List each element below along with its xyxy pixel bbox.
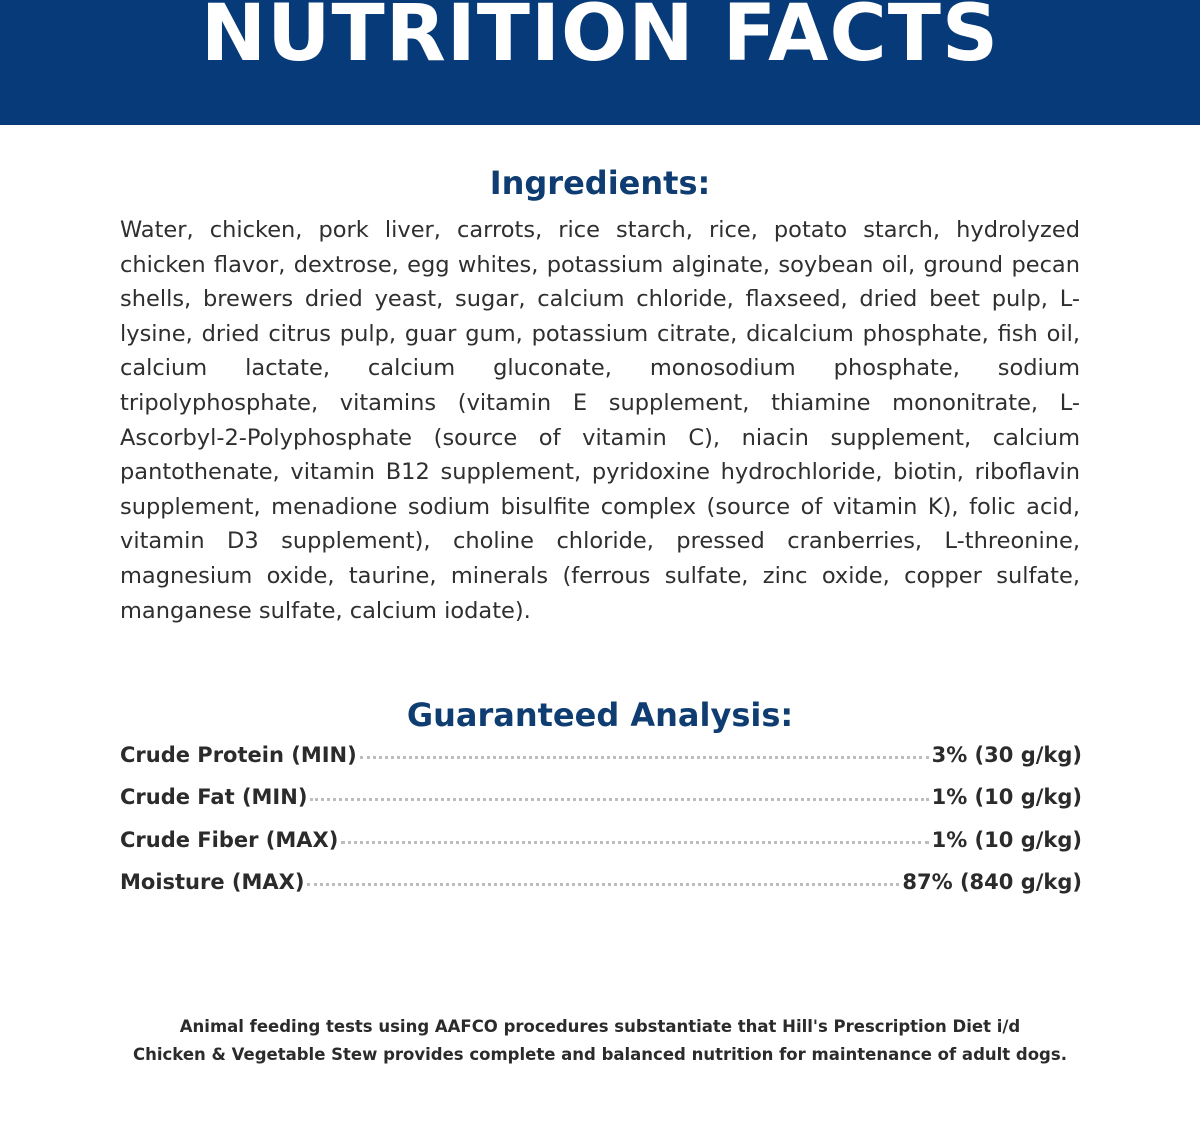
analysis-label: Crude Fat (MIN) bbox=[120, 785, 308, 810]
analysis-label: Moisture (MAX) bbox=[120, 869, 305, 894]
analysis-row-crude-protein bbox=[120, 743, 1082, 785]
page-title: NUTRITION FACTS bbox=[200, 0, 1000, 79]
analysis-value: 1% (10 g/kg) bbox=[931, 785, 1082, 810]
header-banner bbox=[0, 0, 1200, 125]
analysis-row-moisture bbox=[120, 870, 1082, 912]
guaranteed-analysis-table bbox=[120, 743, 1082, 912]
leader-dots bbox=[341, 841, 928, 844]
aafco-statement bbox=[0, 1013, 1200, 1069]
ingredients-list: Water, chicken, pork liver, carrots, rice starch, rice, potato starch, hydrolyzed chicken flavor, dextrose, egg whites, potassium alginate, soybean oil, ground pecan shells, brewers dried yeast, sugar, calcium chloride, flaxseed, dried beet pulp, L-lysine, dried citrus pulp, guar gum, potassium citrate, dicalcium phosphate, fish oil, calcium lactate, calcium gluconate, monosodium phosphate, sodium tripolyphosphate, vitamins (vitamin E supplement, thiamine mononitrate, L-Ascorbyl-2-Polyphosphate (source of vitamin C), niacin supplement, calcium pantothenate, vitamin B12 supplement, pyridoxine hydrochloride, biotin, riboflavin supplement, menadione sodium bisulfite complex (source of vitamin K), folic acid, vitamin D3 supplement), choline chloride, pressed cranberries, L-threonine, magnesium oxide, taurine, minerals (ferrous sulfate, zinc oxide, copper sulfate, manganese sulfate, calcium iodate). bbox=[120, 217, 1080, 624]
leader-dots bbox=[360, 756, 929, 759]
analysis-value: 1% (10 g/kg) bbox=[931, 827, 1082, 852]
leader-dots bbox=[307, 883, 899, 886]
guaranteed-analysis-heading: Guaranteed Analysis: bbox=[406, 696, 794, 734]
aafco-statement-line-1: Animal feeding tests using AAFCO procedures substantiate that Hill's Prescription Diet i/d bbox=[179, 1017, 1021, 1036]
analysis-label: Crude Protein (MIN) bbox=[120, 743, 357, 767]
analysis-row-crude-fiber bbox=[120, 828, 1082, 870]
analysis-row-crude-fat bbox=[120, 785, 1082, 827]
leader-dots bbox=[310, 798, 928, 801]
analysis-value: 3% (30 g/kg) bbox=[931, 743, 1082, 767]
analysis-value: 87% (840 g/kg) bbox=[902, 869, 1082, 894]
analysis-label: Crude Fiber (MAX) bbox=[120, 827, 339, 852]
ingredients-heading: Ingredients: bbox=[489, 164, 711, 202]
aafco-statement-line-2: Chicken & Vegetable Stew provides complete and balanced nutrition for maintenance of adult dogs. bbox=[133, 1045, 1067, 1064]
